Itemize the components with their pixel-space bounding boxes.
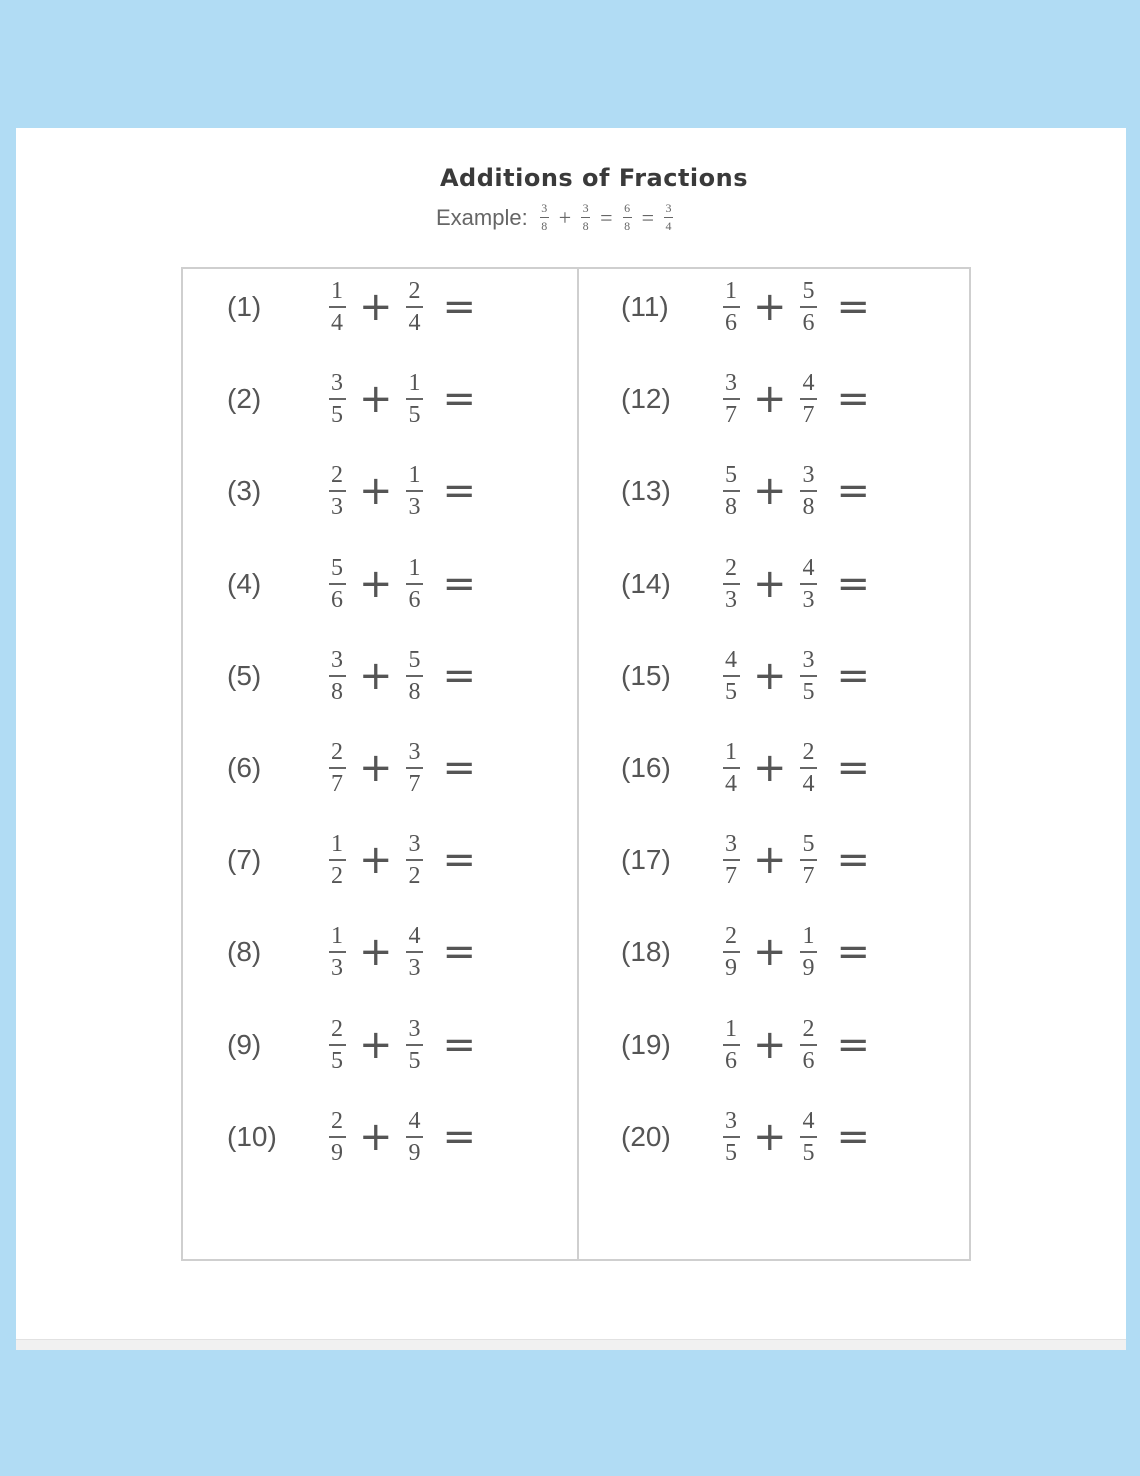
- numerator: 3: [802, 462, 815, 489]
- example-fraction: [664, 202, 673, 233]
- fraction-bar: [329, 767, 346, 769]
- plus-sign: +: [359, 929, 393, 976]
- fraction-a: [719, 647, 743, 705]
- numerator: 2: [802, 1015, 815, 1042]
- problem-number: (1): [227, 291, 262, 322]
- equals-sign: =: [836, 837, 871, 884]
- fraction-bar: [329, 1044, 346, 1046]
- fraction-bar: [329, 951, 346, 953]
- denominator: 6: [802, 1047, 815, 1074]
- denominator: 8: [331, 678, 343, 705]
- numerator: 4: [802, 1107, 815, 1134]
- fraction-b: [797, 462, 821, 520]
- numerator: 4: [725, 646, 737, 673]
- problem-14: [621, 549, 880, 619]
- denominator: 3: [331, 955, 343, 982]
- denominator: 8: [541, 219, 548, 233]
- fraction-b: [403, 278, 427, 336]
- fraction-bar: [800, 675, 817, 677]
- denominator: 4: [725, 771, 737, 797]
- fraction-b: [403, 1016, 427, 1074]
- fraction-bar: [723, 398, 740, 400]
- fraction-bar: [723, 951, 740, 953]
- equals-sign: =: [836, 1021, 871, 1068]
- denominator: 2: [408, 863, 421, 890]
- problem-15: [621, 641, 880, 711]
- denominator: 3: [408, 494, 421, 521]
- equals-sign: =: [836, 376, 871, 423]
- equals-sign: =: [442, 468, 477, 515]
- problem-number: (9): [227, 1028, 262, 1060]
- fraction-b: [797, 370, 821, 428]
- fraction-a: [325, 278, 349, 336]
- equals-sign: =: [442, 837, 477, 884]
- fraction-bar: [800, 767, 817, 769]
- plus-sign: +: [753, 929, 787, 976]
- plus-sign: +: [359, 376, 393, 423]
- equals-sign: =: [836, 560, 871, 607]
- fraction-a: [325, 1108, 349, 1166]
- denominator: 5: [408, 402, 421, 429]
- fraction-bar: [581, 217, 590, 218]
- problem-20: [621, 1102, 880, 1172]
- fraction-b: [403, 739, 427, 797]
- plus-sign: +: [753, 745, 787, 791]
- example-label: Example:: [436, 204, 528, 230]
- numerator: 3: [541, 201, 548, 215]
- fraction-a: [325, 462, 349, 520]
- fraction-bar: [800, 398, 817, 400]
- fraction-b: [403, 647, 427, 705]
- denominator: 3: [331, 494, 343, 521]
- denominator: 5: [725, 678, 737, 705]
- denominator: 8: [725, 494, 737, 521]
- equals-sign: =: [442, 1021, 477, 1068]
- fraction-bar: [623, 217, 632, 218]
- problem-4: [227, 549, 486, 619]
- numerator: 3: [802, 646, 815, 673]
- problem-10: [227, 1102, 486, 1172]
- denominator: 6: [802, 310, 815, 336]
- denominator: 3: [802, 586, 815, 613]
- problem-1: [227, 272, 486, 342]
- fraction-bar: [406, 306, 423, 308]
- denominator: 7: [331, 771, 343, 797]
- fraction-b: [797, 923, 821, 981]
- plus-sign: +: [359, 468, 393, 515]
- fraction-bar: [800, 859, 817, 861]
- denominator: 5: [408, 1047, 421, 1074]
- numerator: 1: [725, 1015, 737, 1042]
- denominator: 7: [802, 863, 815, 890]
- fraction-a: [719, 555, 743, 613]
- numerator: 1: [331, 278, 343, 304]
- fraction-b: [403, 555, 427, 613]
- plus-sign: +: [359, 837, 393, 884]
- denominator: 9: [725, 955, 737, 982]
- example-fraction: [581, 202, 590, 233]
- denominator: 7: [725, 863, 737, 890]
- numerator: 6: [624, 201, 631, 215]
- equals-sign: =: [442, 560, 477, 607]
- denominator: 8: [624, 219, 631, 233]
- example-row: [436, 202, 673, 233]
- equals-sign: =: [442, 1113, 477, 1160]
- fraction-a: [325, 831, 349, 889]
- example-fraction: [540, 202, 549, 233]
- fraction-bar: [723, 1044, 740, 1046]
- fraction-b: [403, 462, 427, 520]
- numerator: 4: [802, 370, 815, 397]
- fraction-b: [797, 555, 821, 613]
- problem-number: (13): [621, 475, 671, 507]
- fraction-bar: [406, 1136, 423, 1138]
- fraction-bar: [664, 217, 673, 218]
- problem-number: (12): [621, 383, 671, 415]
- numerator: 3: [665, 201, 672, 215]
- column-divider: [577, 269, 579, 1259]
- numerator: 4: [802, 554, 815, 581]
- example-operator: =: [600, 204, 613, 230]
- denominator: 4: [665, 219, 672, 233]
- problem-number: (3): [227, 475, 262, 507]
- fraction-bar: [406, 951, 423, 953]
- numerator: 1: [725, 278, 737, 304]
- fraction-b: [403, 923, 427, 981]
- problem-number: (7): [227, 844, 262, 876]
- denominator: 3: [725, 586, 737, 613]
- problem-number: (11): [621, 291, 669, 322]
- denominator: 6: [725, 1047, 737, 1074]
- problem-number: (2): [227, 383, 262, 415]
- denominator: 6: [725, 310, 737, 336]
- equals-sign: =: [836, 284, 871, 330]
- numerator: 2: [802, 739, 815, 765]
- plus-sign: +: [753, 560, 787, 607]
- numerator: 3: [331, 646, 343, 673]
- denominator: 9: [802, 955, 815, 982]
- numerator: 5: [725, 462, 737, 489]
- problem-2: [227, 364, 486, 434]
- equals-sign: =: [442, 652, 477, 699]
- fraction-b: [797, 278, 821, 336]
- fraction-a: [325, 647, 349, 705]
- fraction-bar: [723, 583, 740, 585]
- numerator: 1: [331, 923, 343, 950]
- denominator: 5: [802, 678, 815, 705]
- problem-number: (17): [621, 844, 671, 876]
- fraction-b: [797, 1016, 821, 1074]
- fraction-a: [719, 923, 743, 981]
- denominator: 7: [408, 771, 421, 797]
- denominator: 5: [802, 1139, 815, 1166]
- fraction-a: [719, 370, 743, 428]
- numerator: 3: [408, 739, 421, 765]
- fraction-bar: [800, 951, 817, 953]
- fraction-bar: [800, 583, 817, 585]
- numerator: 1: [802, 923, 815, 950]
- fraction-a: [325, 370, 349, 428]
- plus-sign: +: [753, 468, 787, 515]
- problem-18: [621, 917, 880, 987]
- fraction-a: [325, 1016, 349, 1074]
- plus-sign: +: [359, 1113, 393, 1160]
- numerator: 1: [725, 739, 737, 765]
- fraction-bar: [723, 767, 740, 769]
- fraction-b: [797, 647, 821, 705]
- fraction-bar: [406, 490, 423, 492]
- fraction-a: [719, 1108, 743, 1166]
- fraction-bar: [406, 1044, 423, 1046]
- fraction-bar: [406, 675, 423, 677]
- fraction-bar: [723, 306, 740, 308]
- plus-sign: +: [359, 560, 393, 607]
- equals-sign: =: [442, 745, 477, 791]
- problems-table: [181, 267, 971, 1261]
- fraction-bar: [329, 583, 346, 585]
- plus-sign: +: [753, 652, 787, 699]
- problem-17: [621, 825, 880, 895]
- problem-7: [227, 825, 486, 895]
- numerator: 5: [802, 831, 815, 858]
- fraction-bar: [406, 859, 423, 861]
- problem-12: [621, 364, 880, 434]
- problem-5: [227, 641, 486, 711]
- problem-number: (8): [227, 936, 262, 968]
- problem-9: [227, 1010, 486, 1080]
- denominator: 2: [331, 863, 343, 890]
- fraction-bar: [800, 1136, 817, 1138]
- plus-sign: +: [359, 284, 393, 330]
- problem-number: (14): [621, 567, 671, 599]
- equals-sign: =: [836, 1113, 871, 1160]
- numerator: 3: [725, 831, 737, 858]
- example-operator: +: [558, 204, 572, 230]
- fraction-a: [325, 555, 349, 613]
- problem-13: [621, 456, 880, 526]
- numerator: 4: [408, 923, 421, 950]
- numerator: 3: [725, 370, 737, 397]
- numerator: 1: [408, 462, 421, 489]
- fraction-bar: [329, 859, 346, 861]
- worksheet-title: Additions of Fractions: [439, 164, 749, 192]
- fraction-bar: [406, 583, 423, 585]
- plus-sign: +: [359, 745, 393, 791]
- equals-sign: =: [442, 376, 477, 423]
- fraction-bar: [329, 1136, 346, 1138]
- denominator: 8: [582, 219, 589, 233]
- equals-sign: =: [836, 745, 871, 791]
- problem-number: (4): [227, 567, 262, 599]
- plus-sign: +: [359, 1021, 393, 1068]
- numerator: 2: [331, 462, 343, 489]
- plus-sign: +: [753, 837, 787, 884]
- fraction-bar: [329, 306, 346, 308]
- problem-number: (5): [227, 659, 262, 691]
- fraction-a: [719, 1016, 743, 1074]
- plus-sign: +: [359, 652, 393, 699]
- denominator: 4: [802, 771, 815, 797]
- example-fraction: [623, 202, 632, 233]
- fraction-bar: [540, 217, 549, 218]
- fraction-bar: [329, 398, 346, 400]
- denominator: 7: [802, 402, 815, 429]
- problem-19: [621, 1010, 880, 1080]
- worksheet-page: [16, 128, 1126, 1350]
- problem-number: (19): [621, 1028, 671, 1060]
- denominator: 6: [331, 586, 343, 613]
- fraction-a: [719, 462, 743, 520]
- fraction-bar: [329, 490, 346, 492]
- denominator: 8: [802, 494, 815, 521]
- example-operator: =: [641, 204, 654, 230]
- problem-3: [227, 456, 486, 526]
- problem-11: [621, 272, 880, 342]
- problem-number: (10): [227, 1120, 277, 1152]
- denominator: 3: [408, 955, 421, 982]
- numerator: 1: [408, 554, 421, 581]
- denominator: 5: [331, 1047, 343, 1074]
- numerator: 1: [408, 370, 421, 397]
- equals-sign: =: [836, 929, 871, 976]
- fraction-a: [719, 739, 743, 797]
- numerator: 2: [331, 1107, 343, 1134]
- numerator: 1: [331, 831, 343, 858]
- fraction-b: [797, 1108, 821, 1166]
- numerator: 3: [408, 831, 421, 858]
- fraction-a: [719, 831, 743, 889]
- numerator: 2: [408, 278, 421, 304]
- fraction-bar: [800, 1044, 817, 1046]
- fraction-bar: [800, 490, 817, 492]
- denominator: 7: [725, 402, 737, 429]
- equals-sign: =: [442, 929, 477, 976]
- fraction-b: [797, 831, 821, 889]
- fraction-a: [325, 923, 349, 981]
- numerator: 3: [408, 1015, 421, 1042]
- denominator: 8: [408, 678, 421, 705]
- problem-number: (6): [227, 752, 262, 783]
- fraction-a: [719, 278, 743, 336]
- denominator: 5: [331, 402, 343, 429]
- fraction-b: [797, 739, 821, 797]
- numerator: 4: [408, 1107, 421, 1134]
- fraction-b: [403, 1108, 427, 1166]
- numerator: 2: [725, 554, 737, 581]
- fraction-bar: [723, 490, 740, 492]
- page-bottom-strip: [16, 1339, 1126, 1350]
- problem-number: (20): [621, 1120, 671, 1152]
- equals-sign: =: [836, 652, 871, 699]
- denominator: 6: [408, 586, 421, 613]
- equals-sign: =: [836, 468, 871, 515]
- numerator: 5: [408, 646, 421, 673]
- plus-sign: +: [753, 376, 787, 423]
- equals-sign: =: [442, 284, 477, 330]
- fraction-bar: [406, 767, 423, 769]
- numerator: 2: [331, 1015, 343, 1042]
- plus-sign: +: [753, 1113, 787, 1160]
- fraction-bar: [800, 306, 817, 308]
- fraction-bar: [723, 859, 740, 861]
- denominator: 9: [408, 1139, 421, 1166]
- problem-16: [621, 733, 880, 803]
- denominator: 4: [408, 310, 421, 336]
- fraction-bar: [723, 1136, 740, 1138]
- fraction-bar: [723, 675, 740, 677]
- fraction-b: [403, 370, 427, 428]
- denominator: 5: [725, 1139, 737, 1166]
- problem-number: (18): [621, 936, 671, 968]
- fraction-a: [325, 739, 349, 797]
- plus-sign: +: [753, 284, 787, 330]
- fraction-b: [403, 831, 427, 889]
- problem-6: [227, 733, 486, 803]
- problem-number: (15): [621, 659, 671, 691]
- plus-sign: +: [753, 1021, 787, 1068]
- numerator: 3: [331, 370, 343, 397]
- numerator: 5: [331, 554, 343, 581]
- fraction-bar: [329, 675, 346, 677]
- denominator: 9: [331, 1139, 343, 1166]
- numerator: 2: [331, 739, 343, 765]
- fraction-bar: [406, 398, 423, 400]
- numerator: 3: [582, 201, 589, 215]
- numerator: 5: [802, 278, 815, 304]
- problem-8: [227, 917, 486, 987]
- problem-number: (16): [621, 752, 671, 783]
- numerator: 2: [725, 923, 737, 950]
- numerator: 3: [725, 1107, 737, 1134]
- denominator: 4: [331, 310, 343, 336]
